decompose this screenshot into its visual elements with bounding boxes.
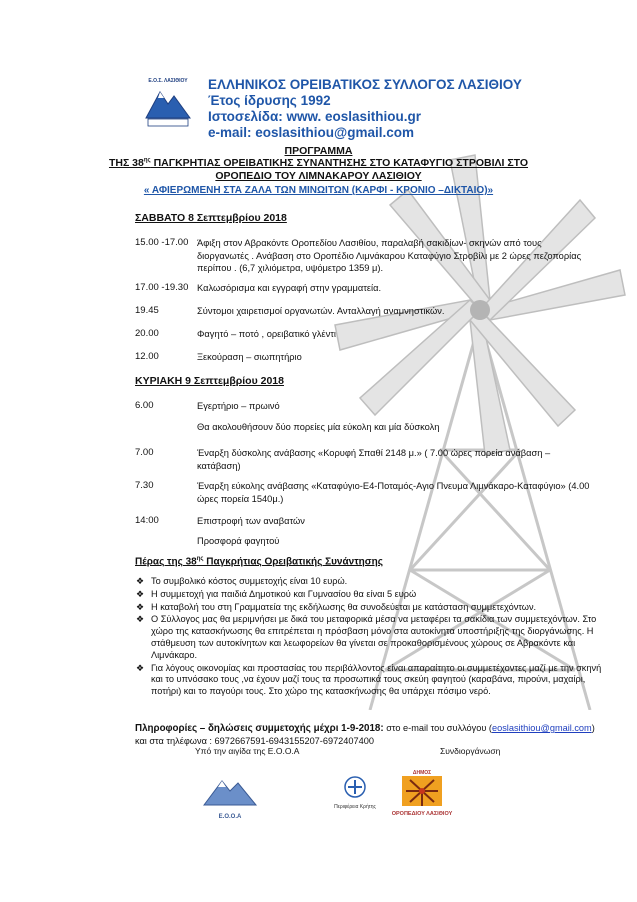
event-time: 17.00 -19.30 — [135, 282, 189, 293]
event-text: Έναρξη δύσκολης ανάβασης «Κορυφή Σπαθί 2148 μ.» ( 7.00 ώρες πορεία ανάβαση – κατάβαση) — [197, 448, 551, 471]
event-text: Άφιξη στον Αβρακόντε Οροπεδίου Λασιθίου, παραλαβή σακιδίων- σκηνών από τους διοργανωτές . Ανάβαση στο Οροπέδιο Λιμνάκαρου Καταφύγιο Στροβίλι με 2 ώρες πεζοπορίας περίπου . (6,7 χιλιόμετρα, υψόμετρο 1359 μ). — [197, 238, 582, 273]
event-time: 20.00 — [135, 328, 159, 339]
event-time: 7.00 — [135, 447, 154, 458]
municipality-logo: ΔΗΜΟΣ ΟΡΟΠΕΔΙΟΥ ΛΑΣΙΘΙΟΥ — [391, 770, 453, 817]
bullet-icon: ❖ — [136, 614, 145, 625]
saturday-heading: ΣΑΒΒΑΤΟ 8 Σεπτεμβρίου 2018 — [135, 212, 287, 224]
event-text: Έναρξη εύκολης ανάβασης «Καταφύγιο-Ε4-Ποταμός-Αγιο Πνευμα Λιμνάκαρο-Καταφύγιο» (4.00 ώρες πορεία 1540μ.) — [197, 481, 590, 504]
bullet-icon: ❖ — [136, 576, 145, 586]
region-logo: Περιφέρεια Κρήτης — [330, 775, 380, 817]
list-item: ❖ Ο Σύλλογος μας θα μεριμνήσει με δικά του μεταφορικά μέσα να μεταφέρει τα σακίδια των συμμετεχόντων. Στο χώρο της κατασκήνωσης θα επιτρέπεται η πρόσβαση μόνο στα αυτοκίνητα υποστήριξης της διοργάνωσης. Η στάθμευση των αυτοκίνητων και λεωφορείων θα γίνεται σε προκαθορισμένους χώρους σε Αβρακόντε και Λιμνάκαρο. — [136, 614, 597, 660]
eooa-logo: Ε.Ο.Ο.Α — [200, 773, 260, 818]
event-text: Επιστροφή των αναβατών — [197, 516, 305, 526]
event-text: Καλωσόρισμα και εγγραφή στην γραμματεία. — [197, 283, 382, 293]
bullet-icon: ❖ — [136, 601, 145, 612]
aegis-note: Υπό την αιγίδα της Ε.Ο.Ο.Α — [195, 746, 300, 756]
event-text: Εγερτήριο – πρωινό — [197, 401, 280, 411]
list-item: ❖ Η καταβολή του στη Γραμματεία της εκδήλωσης θα συνοδεύεται με κατάσταση συμμετεχόντων. — [136, 601, 537, 612]
program-location: ΟΡΟΠΕΔΙΟ ΤΟΥ ΛΙΜΝΑΚΑΡΟΥ ΛΑΣΙΘΙΟΥ — [215, 170, 422, 182]
routes-note: Θα ακολουθήσουν δύο πορείες μία εύκολη και μία δύσκολη — [197, 422, 440, 432]
program-dedication: « ΑΦΙΕΡΩΜΕΝΗ ΣΤΑ ΖΑΛΑ ΤΩΝ ΜΙΝΩΙΤΩΝ (ΚΑΡΦΙ - ΚΡΟΝΙΟ –ΔΙΚΤΑΙΟ)» — [143, 185, 494, 196]
club-name: ΕΛΛΗΝΙΚΟΣ ΟΡΕΙΒΑΤΙΚΟΣ ΣΥΛΛΟΓΟΣ ΛΑΣΙΘΙΟΥ — [208, 77, 522, 92]
registration-info: Πληροφορίες – δηλώσεις συμμετοχής μέχρι 1-9-2018: στο e-mail του συλλόγου (eoslasithiou@gmail.com) και στα τηλέφωνα : 6972667591-6943155207-6972407400 — [135, 723, 595, 746]
sunday-heading: ΚΥΡΙΑΚΗ 9 Σεπτεμβρίου 2018 — [135, 375, 284, 387]
end-title: Πέρας της $38^{\eta\varsigma}$ Παγκρήτιας Ορειβατικής Συνάντησης — [135, 556, 383, 568]
club-email: e-mail: eoslasithiou@gmail.com — [208, 125, 414, 140]
event-time: 7.30 — [135, 480, 154, 491]
mountain-logo-icon — [200, 773, 260, 809]
club-header — [208, 77, 522, 141]
event-text: Ξεκούραση – σιωπητήριο — [197, 352, 302, 362]
emblem-icon — [343, 775, 367, 799]
logo-text: Ε.Ο.Σ. ΛΑΣΙΘΙΟΥ — [148, 78, 188, 84]
program-title: ΠΡΟΓΡΑΜΜΑ — [284, 145, 353, 157]
bullet-icon: ❖ — [136, 588, 145, 599]
bullet-icon: ❖ — [136, 662, 145, 673]
club-email-link[interactable]: eoslasithiou@gmail.com — [491, 723, 592, 733]
event-text: Σύντομοι χαιρετισμοί οργανωτών. Ανταλλαγή αναμνηστικών. — [197, 306, 445, 316]
club-founded: Έτος ίδρυσης 1992 — [208, 93, 331, 108]
program-subtitle: ΤΗΣ $38^{\eta\varsigma}$ ΠΑΓΚΡΗΤΙΑΣ ΟΡΕΙΒΑΤΙΚΗΣ ΣΥΝΑΝΤΗΣΗΣ ΣΤΟ ΚΑΤΑΦΥΓΙΟ ΣΤΡΟΒΙΛΙ ΣΤΟ — [108, 157, 529, 169]
event-text: Φαγητό – ποτό , ορειβατικό γλέντι — [197, 329, 336, 339]
club-logo-icon — [142, 78, 194, 130]
event-time: 6.00 — [135, 400, 154, 411]
event-time: 12.00 — [135, 351, 159, 362]
event-time: 15.00 -17.00 — [135, 237, 189, 248]
event-time: 19.45 — [135, 305, 159, 316]
list-item: ❖ Το συμβολικό κόστος συμμετοχής είναι 10 ευρώ. — [136, 576, 348, 586]
coorganization-note: Συνδιοργάνωση — [440, 746, 501, 756]
club-website: Ιστοσελίδα: www. eoslasithiou.gr — [208, 109, 422, 124]
list-item: ❖ Η συμμετοχή για παιδιά Δημοτικού και Γυμνασίου θα είναι 5 ευρώ — [136, 588, 417, 599]
food-note: Προσφορά φαγητού — [197, 536, 280, 546]
list-item: ❖ Για λόγους οικονομίας και προστασίας του περιβάλλοντος είναι απαραίτητο οι συμμετέχοντες μαζί με την σκηνή και το υπνόσακο τους ,να έχουν μαζί τους τα προσωπικά τους σκεύη φαγητού (καραβάνα, πιρούνι, μαχαίρι, ποτήρι) και το παγούρι τους. Στο χώρο της κατασκήνωσης θα υπάρχει πόσιμο νερό. — [136, 662, 602, 697]
registration-info-label: Πληροφορίες – δηλώσεις συμμετοχής μέχρι 1-9-2018: — [135, 723, 384, 734]
info-bullet-list — [135, 576, 605, 699]
event-time: 14:00 — [135, 515, 159, 526]
windmill-logo-icon — [402, 776, 442, 806]
